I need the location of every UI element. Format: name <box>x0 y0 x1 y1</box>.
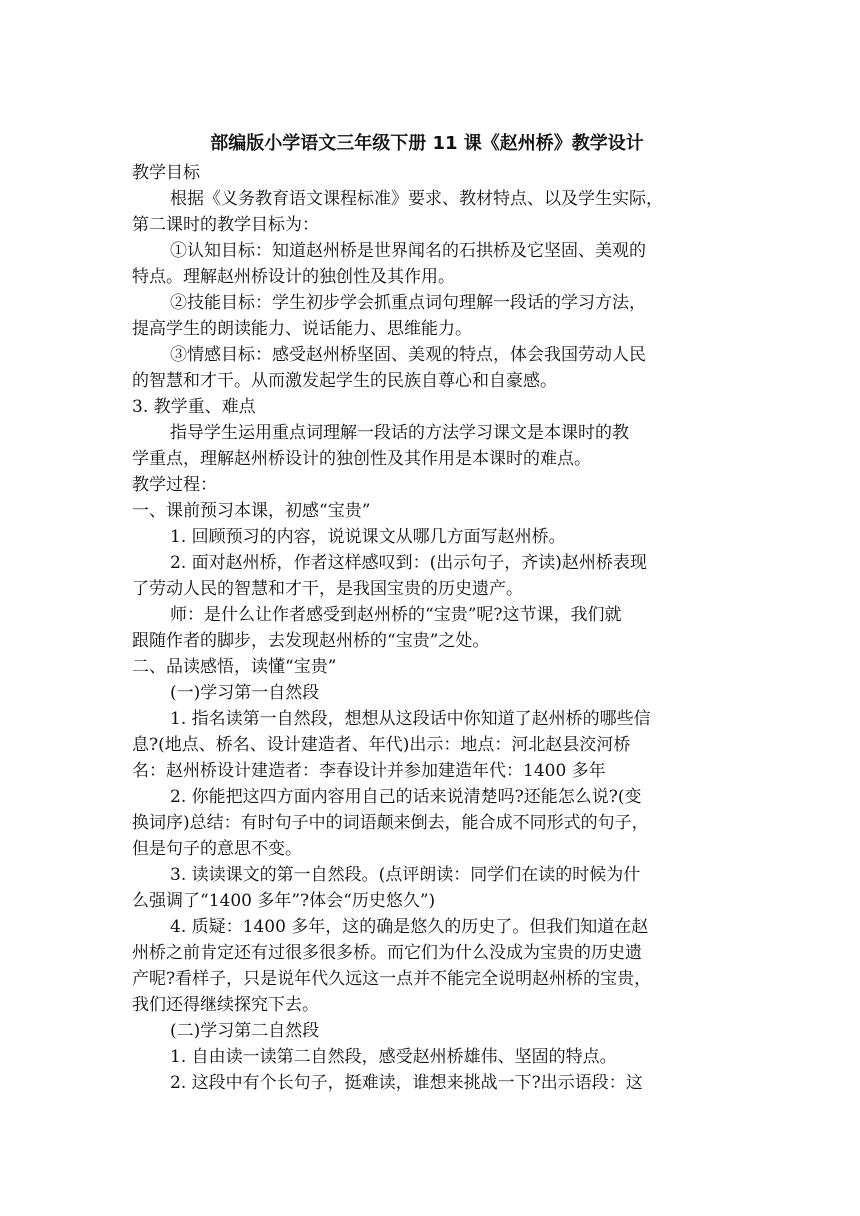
paragraph-line: 一、课前预习本课，初感“宝贵” <box>132 501 371 521</box>
paragraph-line: 跟随作者的脚步，去发现赵州桥的“宝贵”之处。 <box>132 631 490 651</box>
paragraph-line: 二、品读感悟，读懂“宝贵” <box>132 657 337 677</box>
paragraph-line: ②技能目标：学生初步学会抓重点词句理解一段话的学习方法， <box>170 293 646 313</box>
paragraph-line: 特点。理解赵州桥设计的独创性及其作用。 <box>132 267 455 287</box>
paragraph-line: 第二课时的教学目标为： <box>132 215 319 235</box>
paragraph-line: ③情感目标：感受赵州桥坚固、美观的特点，体会我国劳动人民 <box>170 345 646 365</box>
paragraph-line: 3. 读读课文的第一自然段。(点评朗读：同学们在读的时候为什 <box>170 865 641 885</box>
paragraph-line: 的智慧和才干。从而激发起学生的民族自尊心和自豪感。 <box>132 371 557 391</box>
paragraph-line: 2. 这段中有个长句子，挺难读，谁想来挑战一下?出示语段：这 <box>170 1073 643 1093</box>
paragraph-line: 换词序)总结：有时句子中的词语颠来倒去，能合成不同形式的句子， <box>132 813 649 833</box>
paragraph-line: 我们还得继续探究下去。 <box>132 995 319 1015</box>
paragraph-line: 3. 教学重、难点 <box>132 397 256 417</box>
document-body <box>132 160 730 1096</box>
paragraph-line: 根据《义务教育语文课程标准》要求、教材特点、以及学生实际， <box>170 189 663 209</box>
paragraph-line: 息?(地点、桥名、设计建造者、年代)出示：地点：河北赵县洨河桥 <box>132 735 631 755</box>
document-page <box>132 128 730 1096</box>
paragraph-line: 1. 回顾预习的内容，说说课文从哪几方面写赵州桥。 <box>170 527 566 547</box>
paragraph-line: (二)学习第二自然段 <box>170 1021 320 1041</box>
paragraph-line: 提高学生的朗读能力、说话能力、思维能力。 <box>132 319 472 339</box>
paragraph-line: 么强调了“1400 多年”?体会“历史悠久”) <box>132 891 436 911</box>
paragraph-line: 名：赵州桥设计建造者：李春设计并参加建造年代：1400 多年 <box>132 761 606 781</box>
paragraph-line: 1. 指名读第一自然段，想想从这段话中你知道了赵州桥的哪些信 <box>170 709 651 729</box>
paragraph-line: 4. 质疑：1400 多年，这的确是悠久的历史了。但我们知道在赵 <box>170 917 649 937</box>
paragraph-line: 2. 你能把这四方面内容用自己的话来说清楚吗?还能怎么说?(变 <box>170 787 642 807</box>
paragraph-line: 但是句子的意思不变。 <box>132 839 302 859</box>
paragraph-line: 师：是什么让作者感受到赵州桥的“宝贵”呢?这节课，我们就 <box>170 605 622 625</box>
paragraph-line: 2. 面对赵州桥，作者这样感叹到：(出示句子，齐读)赵州桥表现 <box>170 553 647 573</box>
paragraph-line: (一)学习第一自然段 <box>170 683 320 703</box>
paragraph-line: 了劳动人民的智慧和才干，是我国宝贵的历史遗产。 <box>132 579 523 599</box>
paragraph-line: 1. 自由读一读第二自然段，感受赵州桥雄伟、坚固的特点。 <box>170 1047 617 1067</box>
paragraph-line: 产呢?看样子，只是说年代久远这一点并不能完全说明赵州桥的宝贵， <box>132 969 652 989</box>
paragraph-line: 教学目标 <box>132 163 200 183</box>
document-title: 部编版小学语文三年级下册 11 课《赵州桥》教学设计 <box>210 133 644 154</box>
paragraph-line: 学重点，理解赵州桥设计的独创性及其作用是本课时的难点。 <box>132 449 591 469</box>
paragraph-line: 州桥之前肯定还有过很多很多桥。而它们为什么没成为宝贵的历史遗 <box>132 943 642 963</box>
paragraph-line: 教学过程： <box>132 475 217 495</box>
paragraph-line: 指导学生运用重点词理解一段话的方法学习课文是本课时的教 <box>170 423 629 443</box>
paragraph-line: ①认知目标：知道赵州桥是世界闻名的石拱桥及它坚固、美观的 <box>170 241 646 261</box>
